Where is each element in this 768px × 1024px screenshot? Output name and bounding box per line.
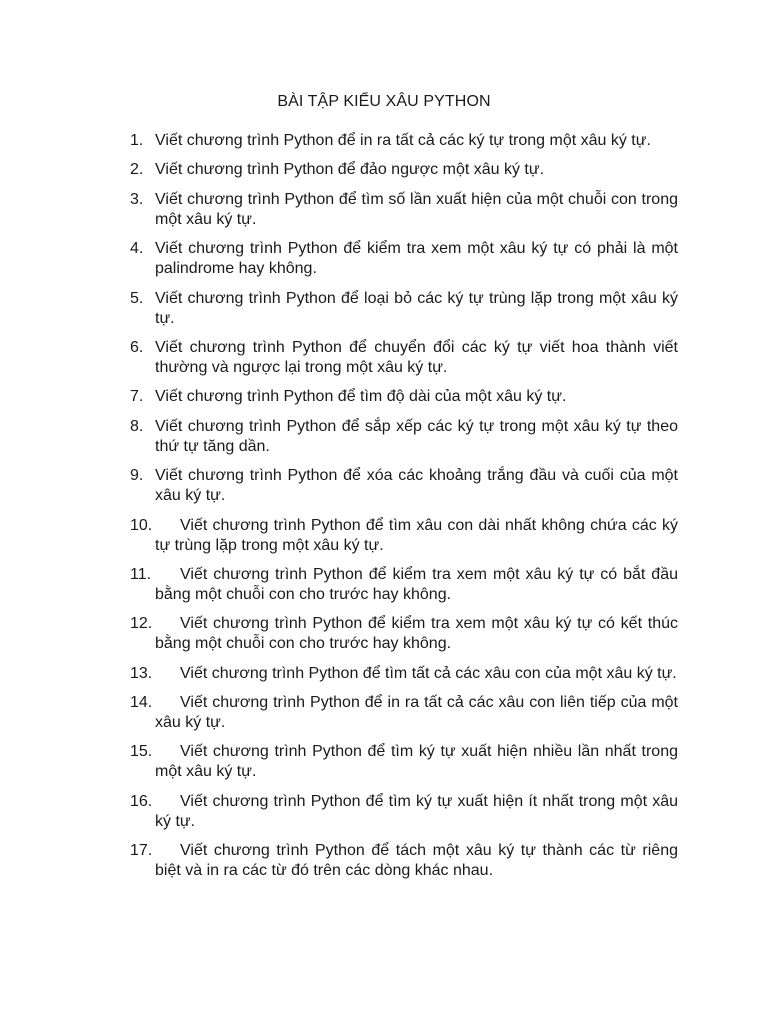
exercise-number: 1. <box>130 132 144 149</box>
exercise-item-14 <box>130 693 678 733</box>
exercise-number: 2. <box>130 161 144 179</box>
exercise-number: 5. <box>130 289 144 307</box>
document-title: BÀI TẬP KIỂU XÂU PYTHON <box>277 93 491 110</box>
exercise-text: Viết chương trình Python để kiểm tra xem một xâu ký tự có phải là một palindrome hay không. <box>155 240 678 278</box>
exercise-item-8 <box>130 417 678 457</box>
exercise-text: Viết chương trình Python để tìm xâu con dài nhất không chứa các ký tự trùng lặp trong một xâu ký tự. <box>155 516 678 554</box>
exercise-number: 14. <box>130 694 153 712</box>
exercise-number: 17. <box>130 842 153 860</box>
exercise-number: 13. <box>130 664 153 682</box>
exercise-number: 10. <box>130 516 153 534</box>
exercise-text: Viết chương trình Python để đảo ngược một xâu ký tự. <box>155 161 545 179</box>
exercise-number: 16. <box>130 792 153 810</box>
exercise-item-9 <box>130 466 678 506</box>
exercise-text: Viết chương trình Python để loại bỏ các ký tự trùng lặp trong một xâu ký tự. <box>155 289 678 327</box>
exercise-item-16 <box>130 792 678 832</box>
exercise-text: Viết chương trình Python để sắp xếp các ký tự trong một xâu ký tự theo thứ tự tăng dần. <box>155 417 678 455</box>
exercise-item-6 <box>130 338 678 378</box>
exercise-number: 7. <box>130 388 144 406</box>
exercise-text: Viết chương trình Python để kiểm tra xem một xâu ký tự có bắt đầu bằng một chuỗi con cho trước hay không. <box>155 565 678 603</box>
exercise-number: 4. <box>130 240 144 258</box>
exercise-text: Viết chương trình Python để tìm tất cả các xâu con của một xâu ký tự. <box>180 664 677 682</box>
exercise-list <box>130 131 678 891</box>
exercise-item-15 <box>130 742 678 782</box>
exercise-text: Viết chương trình Python để chuyển đổi các ký tự viết hoa thành viết thường và ngược lại trong một xâu ký tự. <box>155 338 678 376</box>
exercise-item-13 <box>130 664 678 684</box>
exercise-text: Viết chương trình Python để tìm ký tự xuất hiện ít nhất trong một xâu ký tự. <box>155 792 678 830</box>
exercise-number: 3. <box>130 190 144 208</box>
exercise-text: Viết chương trình Python để tìm số lần xuất hiện của một chuỗi con trong một xâu ký tự. <box>155 190 678 228</box>
exercise-item-7 <box>130 387 678 407</box>
exercise-number: 15. <box>130 743 153 761</box>
exercise-text: Viết chương trình Python để tách một xâu ký tự thành các từ riêng biệt và in ra các từ đó trên các dòng khác nhau. <box>155 842 678 880</box>
exercise-number: 12. <box>130 615 153 633</box>
exercise-item-2 <box>130 160 678 180</box>
exercise-number: 9. <box>130 467 144 485</box>
exercise-number: 6. <box>130 338 144 356</box>
exercise-text: Viết chương trình Python để xóa các khoảng trắng đầu và cuối của một xâu ký tự. <box>155 467 678 505</box>
exercise-text: Viết chương trình Python để in ra tất cả các ký tự trong một xâu ký tự. <box>155 132 651 149</box>
exercise-item-3 <box>130 190 678 230</box>
exercise-text: Viết chương trình Python để tìm ký tự xuất hiện nhiều lần nhất trong một xâu ký tự. <box>155 743 678 781</box>
exercise-item-17 <box>130 841 678 881</box>
exercise-item-5 <box>130 289 678 329</box>
exercise-number: 8. <box>130 417 144 435</box>
exercise-number: 11. <box>130 565 152 583</box>
exercise-item-11 <box>130 565 678 605</box>
exercise-text: Viết chương trình Python để in ra tất cả các xâu con liên tiếp của một xâu ký tự. <box>155 694 678 732</box>
exercise-item-4 <box>130 239 678 279</box>
exercise-text: Viết chương trình Python để kiểm tra xem một xâu ký tự có kết thúc bằng một chuỗi con cho trước hay không. <box>155 615 678 653</box>
exercise-item-1 <box>130 131 678 151</box>
exercise-text: Viết chương trình Python để tìm độ dài của một xâu ký tự. <box>155 388 567 406</box>
exercise-item-10 <box>130 516 678 556</box>
exercise-item-12 <box>130 614 678 654</box>
